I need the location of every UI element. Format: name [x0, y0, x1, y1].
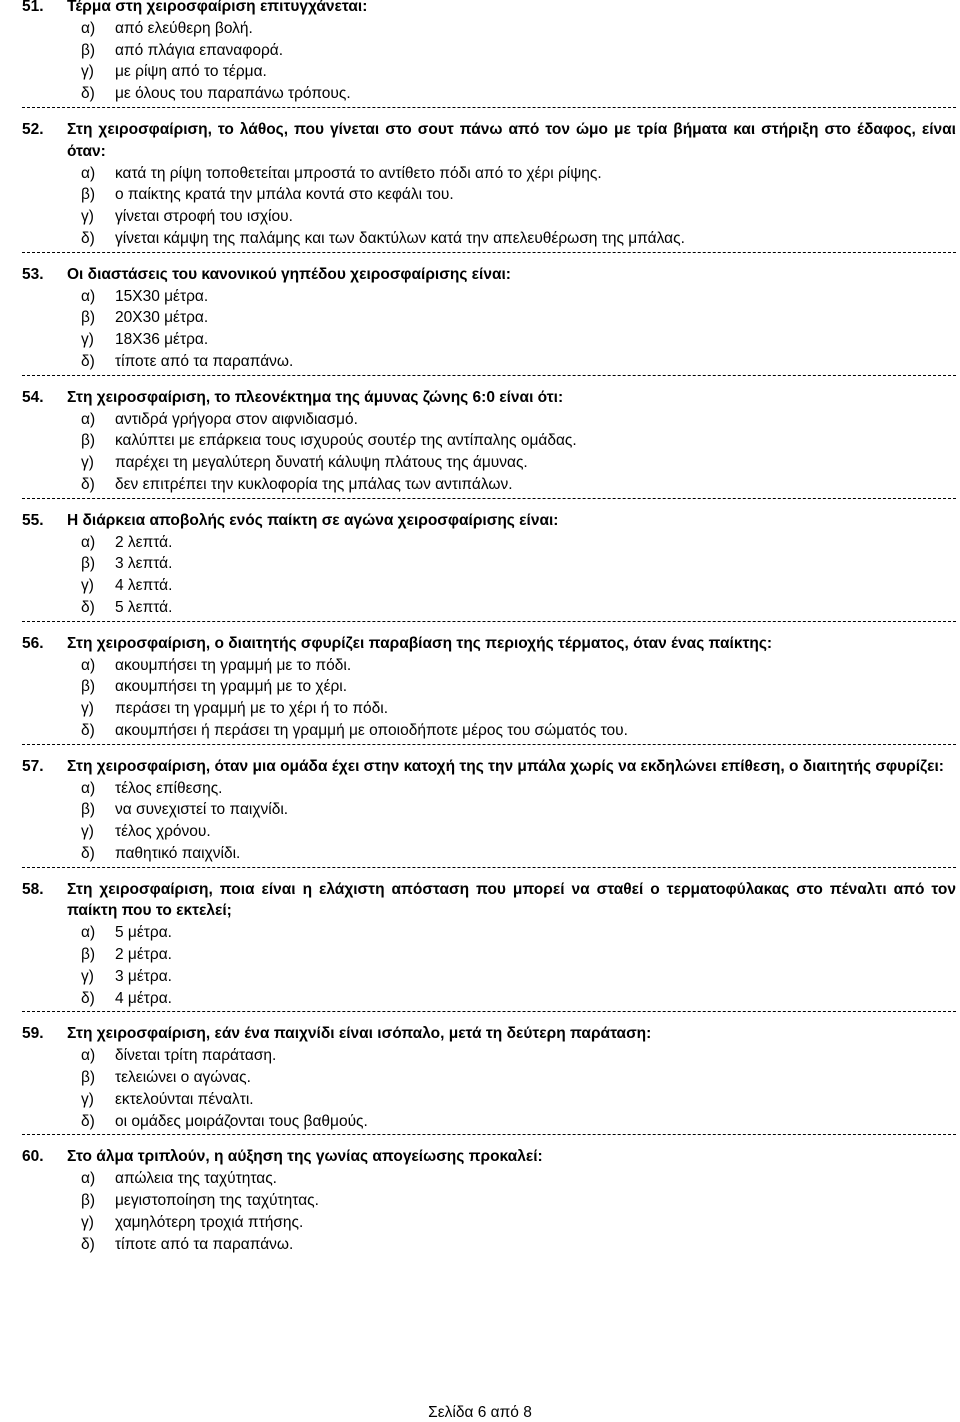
option-c [22, 698, 956, 720]
question-55 [22, 510, 956, 619]
question-separator [22, 107, 956, 108]
question-text: Στη χειροσφαίριση, το πλεονέκτημα της άμυνας ζώνης 6:0 είναι ότι: [67, 388, 564, 406]
question-text: Στη χειροσφαίριση, ο διαιτητής σφυρίζει παραβίαση της περιοχής τέρματος, όταν ένας παίκτης: [67, 634, 773, 652]
question-separator [22, 621, 956, 622]
option-label: β) [81, 309, 96, 327]
option-text: γίνεται στροφή του ισχίου. [115, 208, 293, 226]
question-number: 59. [22, 1025, 44, 1043]
option-text: κατά τη ρίψη τοποθετείται μπροστά το αντίθετο πόδι από το χέρι ρίψης. [115, 164, 602, 182]
option-c [22, 329, 956, 351]
option-d [22, 1111, 956, 1133]
option-a [22, 163, 956, 185]
question-separator [22, 1011, 956, 1012]
question-number: 52. [22, 120, 44, 138]
question-56 [22, 633, 956, 742]
option-c [22, 1212, 956, 1234]
option-text: περάσει τη γραμμή με το χέρι ή το πόδι. [115, 700, 389, 718]
option-b [22, 944, 956, 966]
option-text: τίποτε από τα παραπάνω. [115, 352, 294, 370]
option-text: να συνεχιστεί το παιχνίδι. [115, 801, 289, 819]
option-a [22, 1168, 956, 1190]
option-label: γ) [81, 823, 94, 841]
option-label: β) [81, 432, 96, 450]
question-number: 51. [22, 0, 44, 15]
option-text: 4 λεπτά. [115, 577, 173, 595]
option-text: εκτελούνται πέναλτι. [115, 1090, 254, 1108]
option-text: ακουμπήσει τη γραμμή με το πόδι. [115, 656, 352, 674]
option-c [22, 206, 956, 228]
option-text: ακουμπήσει τη γραμμή με το χέρι. [115, 678, 348, 696]
option-label: δ) [81, 229, 95, 247]
option-text: ο παίκτης κρατά την μπάλα κοντά στο κεφάλι του. [115, 186, 454, 204]
option-a [22, 532, 956, 554]
question-number: 56. [22, 634, 44, 652]
option-label: γ) [81, 63, 94, 81]
option-b [22, 1067, 956, 1089]
option-b [22, 40, 956, 62]
option-label: δ) [81, 1235, 95, 1253]
option-b [22, 1190, 956, 1212]
question-separator [22, 744, 956, 745]
option-text: 15Χ30 μέτρα. [115, 287, 209, 305]
option-text: 2 λεπτά. [115, 533, 173, 551]
option-label: β) [81, 41, 96, 59]
option-label: γ) [81, 577, 94, 595]
question-57 [22, 756, 956, 865]
question-number: 58. [22, 880, 44, 898]
option-label: β) [81, 1192, 96, 1210]
question-text: Στη χειροσφαίριση, εάν ένα παιχνίδι είναι ισόπαλο, μετά τη δεύτερη παράταση: [67, 1025, 652, 1043]
option-label: α) [81, 533, 96, 551]
option-text: δίνεται τρίτη παράταση. [115, 1047, 277, 1065]
option-a [22, 1045, 956, 1067]
option-label: γ) [81, 700, 94, 718]
option-a [22, 655, 956, 677]
option-text: χαμηλότερη τροχιά πτήσης. [115, 1213, 304, 1231]
option-text: τίποτε από τα παραπάνω. [115, 1235, 294, 1253]
option-d [22, 597, 956, 619]
question-text: Η διάρκεια αποβολής ενός παίκτη σε αγώνα χειροσφαίρισης είναι: [67, 511, 559, 529]
option-label: γ) [81, 331, 94, 349]
option-label: δ) [81, 721, 95, 739]
question-text: Στη χειροσφαίριση, όταν μια ομάδα έχει στην κατοχή της την μπάλα χωρίς να εκδηλώνει επίθεση, ο διαιτητής σφυρίζει: [67, 757, 944, 775]
question-number: 53. [22, 265, 44, 283]
option-text: από πλάγια επαναφορά. [115, 41, 284, 59]
option-label: β) [81, 555, 96, 573]
question-58 [22, 879, 956, 1010]
option-c [22, 821, 956, 843]
option-label: α) [81, 779, 96, 797]
question-separator [22, 375, 956, 376]
option-label: β) [81, 946, 96, 964]
option-text: απώλεια της ταχύτητας. [115, 1170, 277, 1188]
option-label: α) [81, 287, 96, 305]
option-text: με όλους του παραπάνω τρόπους. [115, 85, 351, 103]
question-number: 54. [22, 388, 44, 406]
option-c [22, 1089, 956, 1111]
option-label: α) [81, 1047, 96, 1065]
option-text: καλύπτει με επάρκεια τους ισχυρούς σουτέρ της αντίπαλης ομάδας. [115, 432, 577, 450]
question-number: 57. [22, 757, 44, 775]
option-d [22, 988, 956, 1010]
option-label: γ) [81, 454, 94, 472]
question-separator [22, 1134, 956, 1135]
option-label: δ) [81, 844, 95, 862]
question-separator [22, 498, 956, 499]
option-text: από ελεύθερη βολή. [115, 19, 253, 37]
option-text: δεν επιτρέπει την κυκλοφορία της μπάλας των αντιπάλων. [115, 475, 513, 493]
option-label: γ) [81, 208, 94, 226]
option-text: 18Χ36 μέτρα. [115, 331, 209, 349]
option-d [22, 843, 956, 865]
option-b [22, 676, 956, 698]
option-label: β) [81, 678, 96, 696]
option-label: δ) [81, 85, 95, 103]
question-text: Οι διαστάσεις του κανονικού γηπέδου χειροσφαίρισης είναι: [67, 265, 511, 283]
option-text: 2 μέτρα. [115, 946, 172, 964]
question-54 [22, 387, 956, 496]
option-text: ακουμπήσει ή περάσει τη γραμμή με οποιοδήποτε μέρος του σώματός του. [115, 721, 628, 739]
option-label: α) [81, 19, 96, 37]
option-b [22, 799, 956, 821]
option-d [22, 474, 956, 496]
question-59 [22, 1023, 956, 1132]
option-text: παρέχει τη μεγαλύτερη δυνατή κάλυψη πλάτους της άμυνας. [115, 454, 528, 472]
question-separator [22, 867, 956, 868]
option-text: 3 λεπτά. [115, 555, 173, 573]
option-d [22, 720, 956, 742]
question-text: Τέρμα στη χειροσφαίριση επιτυγχάνεται: [67, 0, 368, 15]
option-label: β) [81, 1069, 96, 1087]
option-b [22, 430, 956, 452]
option-label: α) [81, 656, 96, 674]
option-d [22, 83, 956, 105]
option-a [22, 286, 956, 308]
question-number: 55. [22, 511, 44, 529]
option-text: τέλος επίθεσης. [115, 779, 223, 797]
question-51 [22, 0, 956, 105]
option-a [22, 922, 956, 944]
question-53 [22, 264, 956, 373]
option-a [22, 778, 956, 800]
option-label: δ) [81, 475, 95, 493]
option-a [22, 409, 956, 431]
option-text: με ρίψη από το τέρμα. [115, 63, 267, 81]
option-label: δ) [81, 598, 95, 616]
option-text: γίνεται κάμψη της παλάμης και των δακτύλων κατά την απελευθέρωση της μπάλας. [115, 229, 685, 247]
option-label: γ) [81, 967, 94, 985]
option-label: δ) [81, 989, 95, 1007]
option-c [22, 452, 956, 474]
option-text: παθητικό παιχνίδι. [115, 844, 241, 862]
option-text: τέλος χρόνου. [115, 823, 211, 841]
question-number: 60. [22, 1148, 44, 1166]
option-text: μεγιστοποίηση της ταχύτητας. [115, 1192, 319, 1210]
question-text: Στο άλμα τριπλούν, η αύξηση της γωνίας απογείωσης προκαλεί: [67, 1148, 543, 1166]
option-label: α) [81, 924, 96, 942]
option-label: γ) [81, 1090, 94, 1108]
option-label: α) [81, 410, 96, 428]
option-b [22, 307, 956, 329]
question-separator [22, 252, 956, 253]
question-60 [22, 1146, 956, 1255]
page-number: Σελίδα 6 από 8 [428, 1404, 532, 1421]
option-label: α) [81, 1170, 96, 1188]
option-label: δ) [81, 1112, 95, 1130]
question-text: Στη χειροσφαίριση, ποια είναι η ελάχιστη απόσταση που μπορεί να σταθεί ο τερματοφύλακας στο πέναλτι από τον παίκτη που το εκτελεί; [67, 880, 956, 920]
option-text: 3 μέτρα. [115, 967, 172, 985]
option-label: β) [81, 186, 96, 204]
option-text: τελειώνει ο αγώνας. [115, 1069, 251, 1087]
option-text: 20Χ30 μέτρα. [115, 309, 209, 327]
page-footer [0, 1404, 960, 1422]
option-d [22, 1234, 956, 1256]
question-list [22, 0, 956, 1255]
option-c [22, 966, 956, 988]
option-text: 4 μέτρα. [115, 989, 172, 1007]
option-d [22, 228, 956, 250]
option-text: 5 μέτρα. [115, 924, 172, 942]
question-52 [22, 119, 956, 250]
option-b [22, 184, 956, 206]
option-text: οι ομάδες μοιράζονται τους βαθμούς. [115, 1112, 368, 1130]
option-label: δ) [81, 352, 95, 370]
option-text: αντιδρά γρήγορα στον αιφνιδιασμό. [115, 410, 358, 428]
option-c [22, 575, 956, 597]
option-text: 5 λεπτά. [115, 598, 173, 616]
option-label: α) [81, 164, 96, 182]
option-a [22, 18, 956, 40]
option-label: γ) [81, 1213, 94, 1231]
option-b [22, 553, 956, 575]
option-d [22, 351, 956, 373]
question-text: Στη χειροσφαίριση, το λάθος, που γίνεται στο σουτ πάνω από τον ώμο με τρία βήματα και στήριξη στο έδαφος, είναι όταν: [67, 120, 956, 160]
option-c [22, 61, 956, 83]
option-label: β) [81, 801, 96, 819]
